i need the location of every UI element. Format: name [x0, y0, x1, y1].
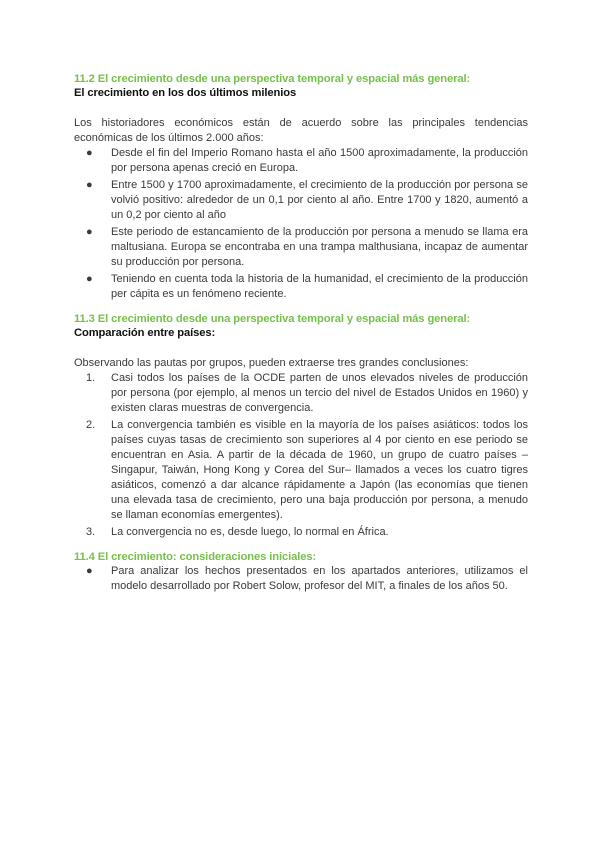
section-heading-11-3: 11.3 El crecimiento desde una perspectiva temporal y espacial más general:	[74, 313, 471, 325]
bullet-list-milenios	[74, 146, 528, 302]
bullet-list-consideraciones	[74, 564, 528, 594]
numbered-list-conclusiones	[74, 371, 528, 540]
bullet-icon: ●	[86, 226, 93, 238]
list-item: 3. La convergencia no es, desde luego, lo normal en África.	[86, 526, 389, 538]
section-intro-pautas: Observando las pautas por grupos, pueden extraerse tres grandes conclusiones:	[74, 357, 469, 369]
section-subheading-paises: Comparación entre países:	[74, 327, 216, 339]
list-item: ● Entre 1500 y 1700 aproximadamente, el crecimiento de la producción por persona se volvió positivo: alrededor de un 0,1 por ciento al año. Entre 1700 y 1820, aumentó a un 0,2 por ciento al año	[86, 179, 528, 221]
list-item: ● Para analizar los hechos presentados en los apartados anteriores, utilizamos el modelo desarrollado por Robert Solow, profesor del MIT, a finales de los años 50.	[86, 565, 528, 592]
list-number: 1.	[86, 372, 96, 384]
section-heading-11-2: 11.2 El crecimiento desde una perspectiva temporal y espacial más general:	[74, 73, 471, 85]
bullet-icon: ●	[86, 147, 93, 159]
section-intro-historiadores: Los historiadores económicos están de acuerdo sobre las principales tendencias económicas de los últimos 2.000 años:	[74, 117, 528, 144]
list-item: 2. La convergencia también es visible en la mayoría de los países asiáticos: todos los países cuyas tasas de crecimiento son superiores al 4 por ciento en ese periodo se encuentran en Asia. A partir de la década de 1960, un grupo de cuatro países –Singapur, Taiwán, Hong Kong y Corea del Sur– llamados a veces los cuatro tigres asiáticos, comenzó a dar alcance rápidamente a Japón (las economías que tienen una elevada tasa de crecimiento, pero una baja producción por persona, a menudo se llaman economías emergentes).	[86, 419, 528, 521]
list-item: ● Desde el fin del Imperio Romano hasta el año 1500 aproximadamente, la producción por persona apenas creció en Europa.	[86, 147, 528, 174]
list-item: ● Teniendo en cuenta toda la historia de la humanidad, el crecimiento de la producción per cápita es un fenómeno reciente.	[86, 273, 528, 300]
document-page	[74, 72, 528, 596]
list-item: ● Este periodo de estancamiento de la producción por persona a menudo se llama era maltusiana. Europa se encontraba en una trampa malthusiana, incapaz de aumentar su producción por persona.	[86, 226, 528, 268]
bullet-icon: ●	[86, 273, 93, 285]
list-item: 1. Casi todos los países de la OCDE parten de unos elevados niveles de producción por persona (por ejemplo, al menos un tercio del nivel de Estados Unidos en 1960) y existen claras muestras de convergencia.	[86, 372, 528, 414]
bullet-icon: ●	[86, 179, 93, 191]
bullet-icon: ●	[86, 565, 93, 577]
list-number: 3.	[86, 526, 96, 538]
section-subheading-milenios: El crecimiento en los dos últimos milenios	[74, 87, 297, 99]
list-number: 2.	[86, 419, 96, 431]
section-heading-11-4: 11.4 El crecimiento: consideraciones iniciales:	[74, 551, 317, 563]
